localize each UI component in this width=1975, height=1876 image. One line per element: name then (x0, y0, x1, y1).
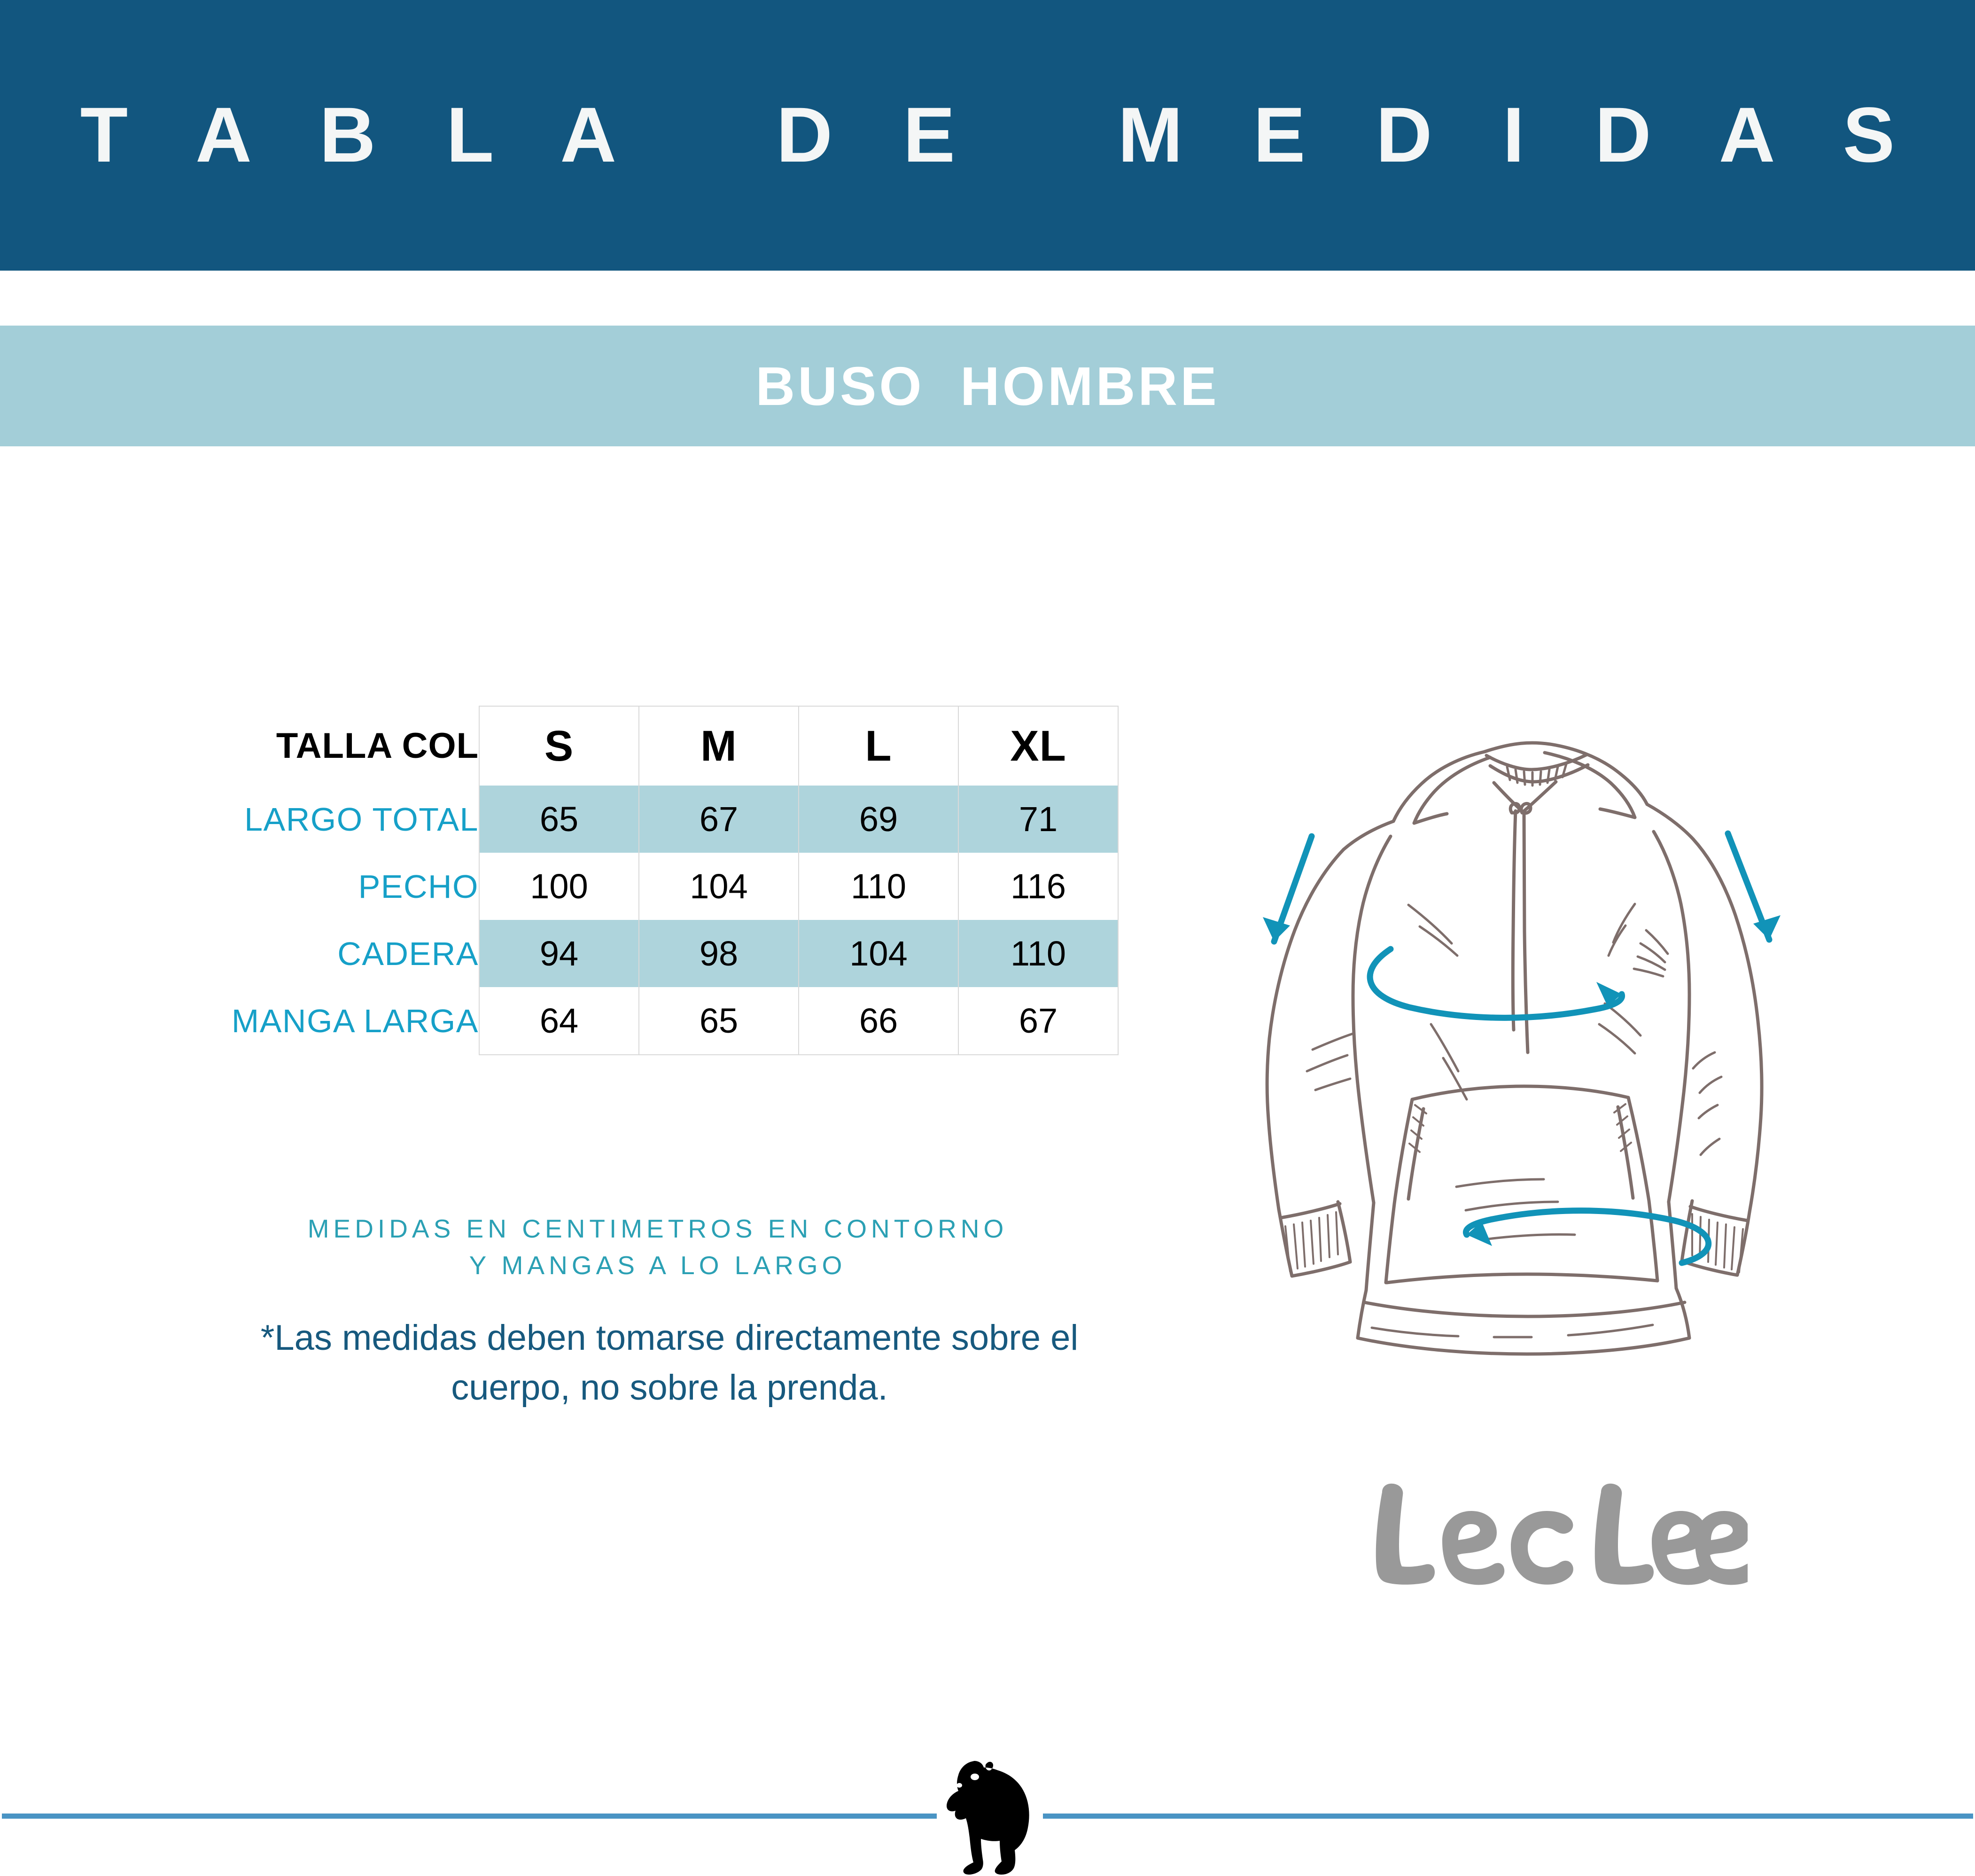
size-table-container (197, 706, 1118, 1055)
table-header-row (197, 706, 1118, 786)
measure-value-largo-total-m: 67 (639, 786, 799, 853)
footer-divider-left (2, 1814, 937, 1819)
page-title: T A B L A D E M E D I D A S (80, 92, 1920, 179)
measure-value-cadera-s: 94 (479, 920, 639, 987)
measure-label-cadera: CADERA (197, 920, 479, 987)
measure-value-largo-total-l: 69 (799, 786, 958, 853)
table-corner-label: TALLA COL (197, 706, 479, 786)
measure-value-manga-larga-s: 64 (479, 987, 639, 1055)
size-header-s: S (479, 706, 639, 786)
size-table (197, 706, 1119, 1055)
measure-value-pecho-xl: 116 (958, 853, 1118, 920)
subtitle-band (0, 326, 1975, 446)
measure-value-pecho-m: 104 (639, 853, 799, 920)
measurement-units-caption (197, 1210, 1118, 1284)
size-header-l: L (799, 706, 958, 786)
measure-value-cadera-xl: 110 (958, 920, 1118, 987)
footer (0, 1738, 1975, 1875)
caption-line-1: MEDIDAS EN CENTIMETROS EN CONTORNO (307, 1214, 1008, 1243)
size-header-xl: XL (958, 706, 1118, 786)
measure-label-largo-total: LARGO TOTAL (197, 786, 479, 853)
measure-value-manga-larga-l: 66 (799, 987, 958, 1055)
capybara-icon (930, 1751, 1048, 1876)
measurement-note: *Las medidas deben tomarse directamente sobre el cuerpo, no sobre la prenda. (260, 1318, 1079, 1408)
table-row (197, 786, 1118, 853)
measure-value-largo-total-xl: 71 (958, 786, 1118, 853)
garment-category-label: BUSO HOMBRE (755, 355, 1220, 417)
measure-value-cadera-m: 98 (639, 920, 799, 987)
table-row (197, 920, 1118, 987)
hoodie-illustration (1203, 695, 1823, 1367)
title-banner (0, 0, 1975, 271)
table-row (197, 853, 1118, 920)
measure-value-largo-total-s: 65 (479, 786, 639, 853)
measure-value-manga-larga-m: 65 (639, 987, 799, 1055)
measure-value-pecho-l: 110 (799, 853, 958, 920)
caption-line-2: Y MANGAS A LO LARGO (469, 1251, 847, 1280)
footer-divider-right (1043, 1814, 1973, 1819)
measure-value-cadera-l: 104 (799, 920, 958, 987)
size-header-m: M (639, 706, 799, 786)
measure-label-pecho: PECHO (197, 853, 479, 920)
brand-logo (1362, 1466, 1748, 1597)
measure-value-pecho-s: 100 (479, 853, 639, 920)
table-row (197, 987, 1118, 1055)
measure-label-manga-larga: MANGA LARGA (197, 987, 479, 1055)
measure-value-manga-larga-xl: 67 (958, 987, 1118, 1055)
